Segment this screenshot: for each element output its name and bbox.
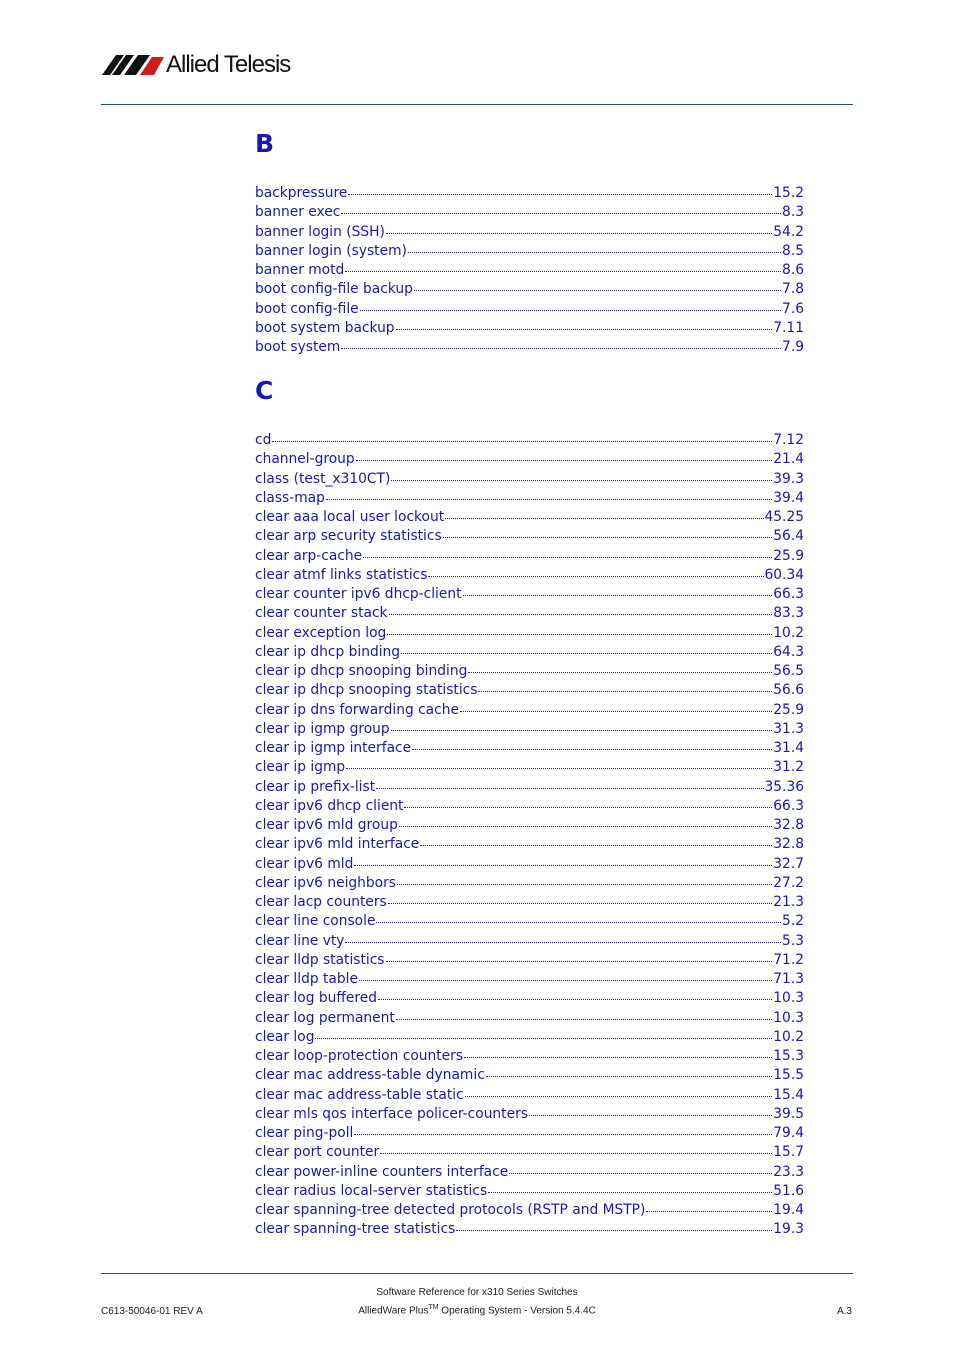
index-entry-page: 25.9	[773, 701, 804, 718]
index-entry-label: clear arp-cache	[255, 547, 363, 564]
index-entry[interactable]	[255, 566, 804, 585]
dot-leader	[363, 556, 772, 558]
index-entry-label: backpressure	[255, 185, 348, 201]
index-entry-label: clear ip dhcp snooping statistics	[255, 682, 478, 699]
header-divider	[101, 104, 853, 105]
index-entry-label: banner exec	[255, 204, 341, 221]
index-entry-page: 7.11	[773, 319, 804, 336]
index-entry-label: clear ip dns forwarding cache	[255, 701, 459, 718]
footer-page-number: A.3	[836, 1306, 852, 1317]
index-entry-label: clear log buffered	[255, 990, 377, 1007]
index-entry[interactable]	[255, 604, 804, 623]
index-entry[interactable]	[255, 835, 804, 854]
index-entry-page: 32.7	[773, 855, 804, 872]
dot-leader	[360, 309, 781, 311]
index-entry-label: clear ip dhcp snooping binding	[255, 663, 468, 679]
dot-leader	[445, 517, 763, 519]
index-entry[interactable]	[255, 1124, 804, 1143]
index-entry-page: 32.8	[773, 836, 804, 853]
index-entry-label: clear line console	[255, 913, 376, 930]
index-entry[interactable]	[255, 932, 804, 951]
index-entry[interactable]	[255, 797, 804, 816]
dot-leader	[529, 1114, 772, 1116]
index-entry[interactable]	[255, 300, 804, 319]
index-entry-label: clear mac address-table static	[255, 1086, 464, 1103]
index-entry[interactable]	[255, 527, 804, 546]
index-entry-label: clear ipv6 neighbors	[255, 874, 396, 891]
index-entry-label: clear ip dhcp binding	[255, 643, 401, 660]
index-list-b	[255, 184, 804, 357]
index-entry-label: clear aaa local user lockout	[255, 509, 445, 525]
dot-leader	[428, 575, 763, 577]
index-entry-page: 25.9	[773, 547, 804, 564]
footer-doc-id: C613-50046-01 REV A	[101, 1306, 203, 1317]
index-entry-label: clear loop-protection counters	[255, 1048, 464, 1064]
dot-leader	[456, 1229, 772, 1231]
dot-leader	[356, 459, 773, 461]
index-entry-label: clear ipv6 mld interface	[255, 836, 420, 853]
index-entry[interactable]	[255, 1009, 804, 1028]
index-entry-page: 51.6	[773, 1182, 804, 1199]
dot-leader	[359, 979, 772, 981]
footer-divider	[101, 1273, 853, 1274]
dot-leader	[463, 594, 773, 596]
index-entry-page: 83.3	[773, 605, 804, 622]
index-list-c	[255, 431, 804, 1240]
dot-leader	[412, 748, 772, 750]
dot-leader	[465, 1095, 773, 1097]
footer-os-prefix: AlliedWare Plus	[358, 1305, 429, 1317]
index-entry[interactable]	[255, 1105, 804, 1124]
index-entry-page: 56.6	[773, 682, 804, 699]
index-entry-label: clear ip prefix-list	[255, 778, 376, 795]
index-entry-label: clear lacp counters	[255, 894, 387, 910]
index-entry-page: 8.5	[782, 242, 804, 259]
index-entry-page: 21.3	[773, 894, 804, 910]
dot-leader	[396, 328, 773, 330]
index-entry[interactable]	[255, 624, 804, 643]
index-entry-page: 71.3	[773, 971, 804, 987]
dot-leader	[387, 633, 772, 635]
index-entry[interactable]	[255, 951, 804, 970]
index-entry-page: 56.4	[773, 528, 804, 545]
index-entry-page: 15.3	[773, 1048, 804, 1064]
index-entry[interactable]	[255, 508, 804, 527]
index-entry-label: clear ip igmp interface	[255, 740, 412, 756]
dot-leader	[389, 613, 773, 615]
index-entry[interactable]	[255, 720, 804, 739]
index-entry-label: clear ip igmp	[255, 759, 346, 776]
dot-leader	[386, 232, 772, 234]
index-entry[interactable]	[255, 184, 804, 203]
index-entry-label: clear ping-poll	[255, 1125, 354, 1141]
dot-leader	[468, 671, 772, 673]
dot-leader	[378, 998, 772, 1000]
dot-leader	[478, 690, 772, 692]
index-entry[interactable]	[255, 1028, 804, 1047]
index-entry-label: clear ipv6 mld group	[255, 817, 398, 833]
index-entry-page: 8.6	[782, 262, 804, 278]
dot-leader	[464, 1056, 772, 1058]
index-entry[interactable]	[255, 585, 804, 604]
index-entry[interactable]	[255, 1047, 804, 1066]
index-entry-page: 10.3	[773, 1009, 804, 1026]
dot-leader	[380, 1152, 772, 1154]
index-entry-label: class-map	[255, 489, 325, 506]
index-entry-label: clear port counter	[255, 1144, 380, 1161]
index-entry-label: clear counter ipv6 dhcp-client	[255, 586, 462, 602]
dot-leader	[326, 498, 772, 500]
dot-leader	[460, 710, 772, 712]
index-entry-page: 64.3	[773, 643, 804, 660]
index-entry-label: banner motd	[255, 262, 345, 278]
dot-leader	[420, 844, 772, 846]
index-entry-label: boot config-file backup	[255, 281, 413, 298]
index-entry-label: clear lldp statistics	[255, 951, 385, 968]
index-entry-page: 31.3	[773, 720, 804, 737]
index-entry[interactable]	[255, 223, 804, 242]
dot-leader	[272, 440, 772, 442]
index-entry[interactable]	[255, 1066, 804, 1085]
index-entry-page: 35.36	[764, 778, 804, 795]
index-entry-label: clear arp security statistics	[255, 528, 442, 545]
index-entry-page: 66.3	[773, 797, 804, 814]
index-entry-page: 7.6	[782, 300, 804, 317]
index-entry-page: 5.3	[782, 932, 804, 949]
index-entry[interactable]	[255, 547, 804, 566]
dot-leader	[401, 652, 772, 654]
dot-leader	[443, 536, 773, 538]
index-entry[interactable]	[255, 912, 804, 931]
index-entry[interactable]	[255, 470, 804, 489]
section-letter-b: B	[255, 129, 275, 158]
dot-leader	[399, 825, 772, 827]
dot-leader	[509, 1172, 772, 1174]
index-entry-page: 56.5	[773, 663, 804, 679]
index-entry-page: 19.3	[773, 1221, 804, 1238]
index-entry-page: 31.4	[773, 740, 804, 756]
index-entry[interactable]	[255, 1086, 804, 1105]
index-entry-page: 15.7	[773, 1144, 804, 1161]
index-entry-page: 45.25	[764, 509, 804, 525]
index-entry-page: 27.2	[773, 874, 804, 891]
dot-leader	[396, 1018, 772, 1020]
index-entry-page: 7.8	[782, 281, 804, 298]
index-entry[interactable]	[255, 450, 804, 469]
index-entry-page: 10.2	[773, 1028, 804, 1045]
index-entry[interactable]	[255, 338, 804, 357]
allied-telesis-logo	[102, 50, 290, 80]
dot-leader	[346, 767, 772, 769]
footer-title: Software Reference for x310 Series Switches	[376, 1287, 578, 1298]
dot-leader	[397, 883, 772, 885]
index-entry-page: 66.3	[773, 586, 804, 602]
dot-leader	[345, 270, 781, 272]
index-entry[interactable]	[255, 855, 804, 874]
index-entry[interactable]	[255, 816, 804, 835]
index-entry[interactable]	[255, 681, 804, 700]
index-entry-page: 31.2	[773, 759, 804, 776]
dot-leader	[391, 729, 773, 731]
index-entry[interactable]	[255, 319, 804, 338]
index-entry-page: 79.4	[773, 1125, 804, 1141]
index-entry[interactable]	[255, 1182, 804, 1201]
index-entry-page: 10.3	[773, 990, 804, 1007]
index-entry[interactable]	[255, 1201, 804, 1220]
index-entry-page: 8.3	[782, 204, 804, 221]
index-entry[interactable]	[255, 1143, 804, 1162]
index-entry-label: boot config-file	[255, 300, 359, 317]
index-entry-label: clear ip igmp group	[255, 720, 390, 737]
index-entry-label: banner login (system)	[255, 242, 407, 259]
index-entry-label: clear spanning-tree statistics	[255, 1221, 456, 1238]
index-entry-label: clear ipv6 mld	[255, 855, 354, 872]
dot-leader	[408, 251, 781, 253]
index-entry-label: clear atmf links statistics	[255, 566, 428, 583]
dot-leader	[386, 960, 773, 962]
footer-os-version	[0, 1304, 954, 1316]
dot-leader	[345, 941, 781, 943]
index-entry[interactable]	[255, 893, 804, 912]
index-entry-label: clear ipv6 dhcp client	[255, 797, 404, 814]
index-entry[interactable]	[255, 242, 804, 261]
index-entry[interactable]	[255, 203, 804, 222]
index-entry-page: 54.2	[773, 223, 804, 240]
index-entry-label: clear spanning-tree detected protocols (RSTP and MSTP)	[255, 1202, 646, 1218]
index-entry-label: clear line vty	[255, 932, 345, 949]
index-entry[interactable]	[255, 431, 804, 450]
index-entry-label: boot system backup	[255, 319, 395, 336]
footer-os-suffix: Operating System - Version 5.4.4C	[438, 1305, 596, 1317]
dot-leader	[348, 193, 772, 195]
index-entry-label: clear log	[255, 1028, 315, 1045]
index-entry-label: boot system	[255, 339, 341, 355]
section-letter-c: C	[255, 376, 274, 405]
dot-leader	[376, 787, 763, 789]
index-entry-page: 15.2	[773, 185, 804, 201]
index-entry[interactable]	[255, 643, 804, 662]
index-entry-page: 19.4	[773, 1202, 804, 1218]
index-entry-label: channel-group	[255, 451, 355, 468]
index-entry[interactable]	[255, 739, 804, 758]
index-entry-label: clear mac address-table dynamic	[255, 1067, 485, 1084]
dot-leader	[488, 1191, 772, 1193]
dot-leader	[414, 289, 781, 291]
index-entry-label: clear mls qos interface policer-counters	[255, 1105, 528, 1122]
index-entry[interactable]	[255, 1163, 804, 1182]
dot-leader	[486, 1075, 772, 1077]
index-entry-page: 7.9	[782, 339, 804, 355]
index-entry-label: banner login (SSH)	[255, 223, 385, 240]
dot-leader	[391, 479, 772, 481]
allied-telesis-logo-icon	[102, 55, 164, 75]
index-entry-page: 7.12	[773, 432, 804, 448]
index-entry-page: 21.4	[773, 451, 804, 468]
index-entry-page: 15.5	[773, 1067, 804, 1084]
footer-trademark: TM	[428, 1304, 439, 1311]
index-entry-label: clear counter stack	[255, 605, 388, 622]
index-entry-page: 39.5	[773, 1105, 804, 1122]
index-entry[interactable]	[255, 261, 804, 280]
index-entry-label: clear exception log	[255, 624, 387, 641]
index-entry[interactable]	[255, 701, 804, 720]
index-entry-label: cd	[255, 432, 272, 448]
index-entry[interactable]	[255, 758, 804, 777]
dot-leader	[376, 921, 781, 923]
dot-leader	[341, 347, 781, 349]
dot-leader	[404, 806, 772, 808]
index-entry-label: clear log permanent	[255, 1009, 395, 1026]
index-entry-page: 15.4	[773, 1086, 804, 1103]
dot-leader	[646, 1210, 772, 1212]
index-entry[interactable]	[255, 1220, 804, 1239]
brand-name: Allied Telesis	[166, 51, 291, 78]
index-entry-page: 39.3	[773, 470, 804, 487]
index-entry[interactable]	[255, 280, 804, 299]
index-entry-label: clear radius local-server statistics	[255, 1182, 488, 1199]
dot-leader	[341, 212, 781, 214]
index-entry-label: clear lldp table	[255, 971, 358, 987]
index-entry-page: 71.2	[773, 951, 804, 968]
index-entry[interactable]	[255, 662, 804, 681]
index-entry-label: clear power-inline counters interface	[255, 1163, 509, 1180]
index-entry-page: 32.8	[773, 817, 804, 833]
index-entry-page: 5.2	[782, 913, 804, 930]
index-entry[interactable]	[255, 874, 804, 893]
dot-leader	[315, 1037, 772, 1039]
index-entry[interactable]	[255, 989, 804, 1008]
index-entry[interactable]	[255, 970, 804, 989]
index-entry-page: 10.2	[773, 624, 804, 641]
index-entry-page: 23.3	[773, 1163, 804, 1180]
dot-leader	[354, 1133, 772, 1135]
index-entry[interactable]	[255, 489, 804, 508]
dot-leader	[354, 864, 772, 866]
index-entry-page: 60.34	[764, 566, 804, 583]
index-entry-label: class (test_x310CT)	[255, 470, 391, 487]
dot-leader	[388, 902, 773, 904]
index-entry[interactable]	[255, 778, 804, 797]
index-entry-page: 39.4	[773, 489, 804, 506]
